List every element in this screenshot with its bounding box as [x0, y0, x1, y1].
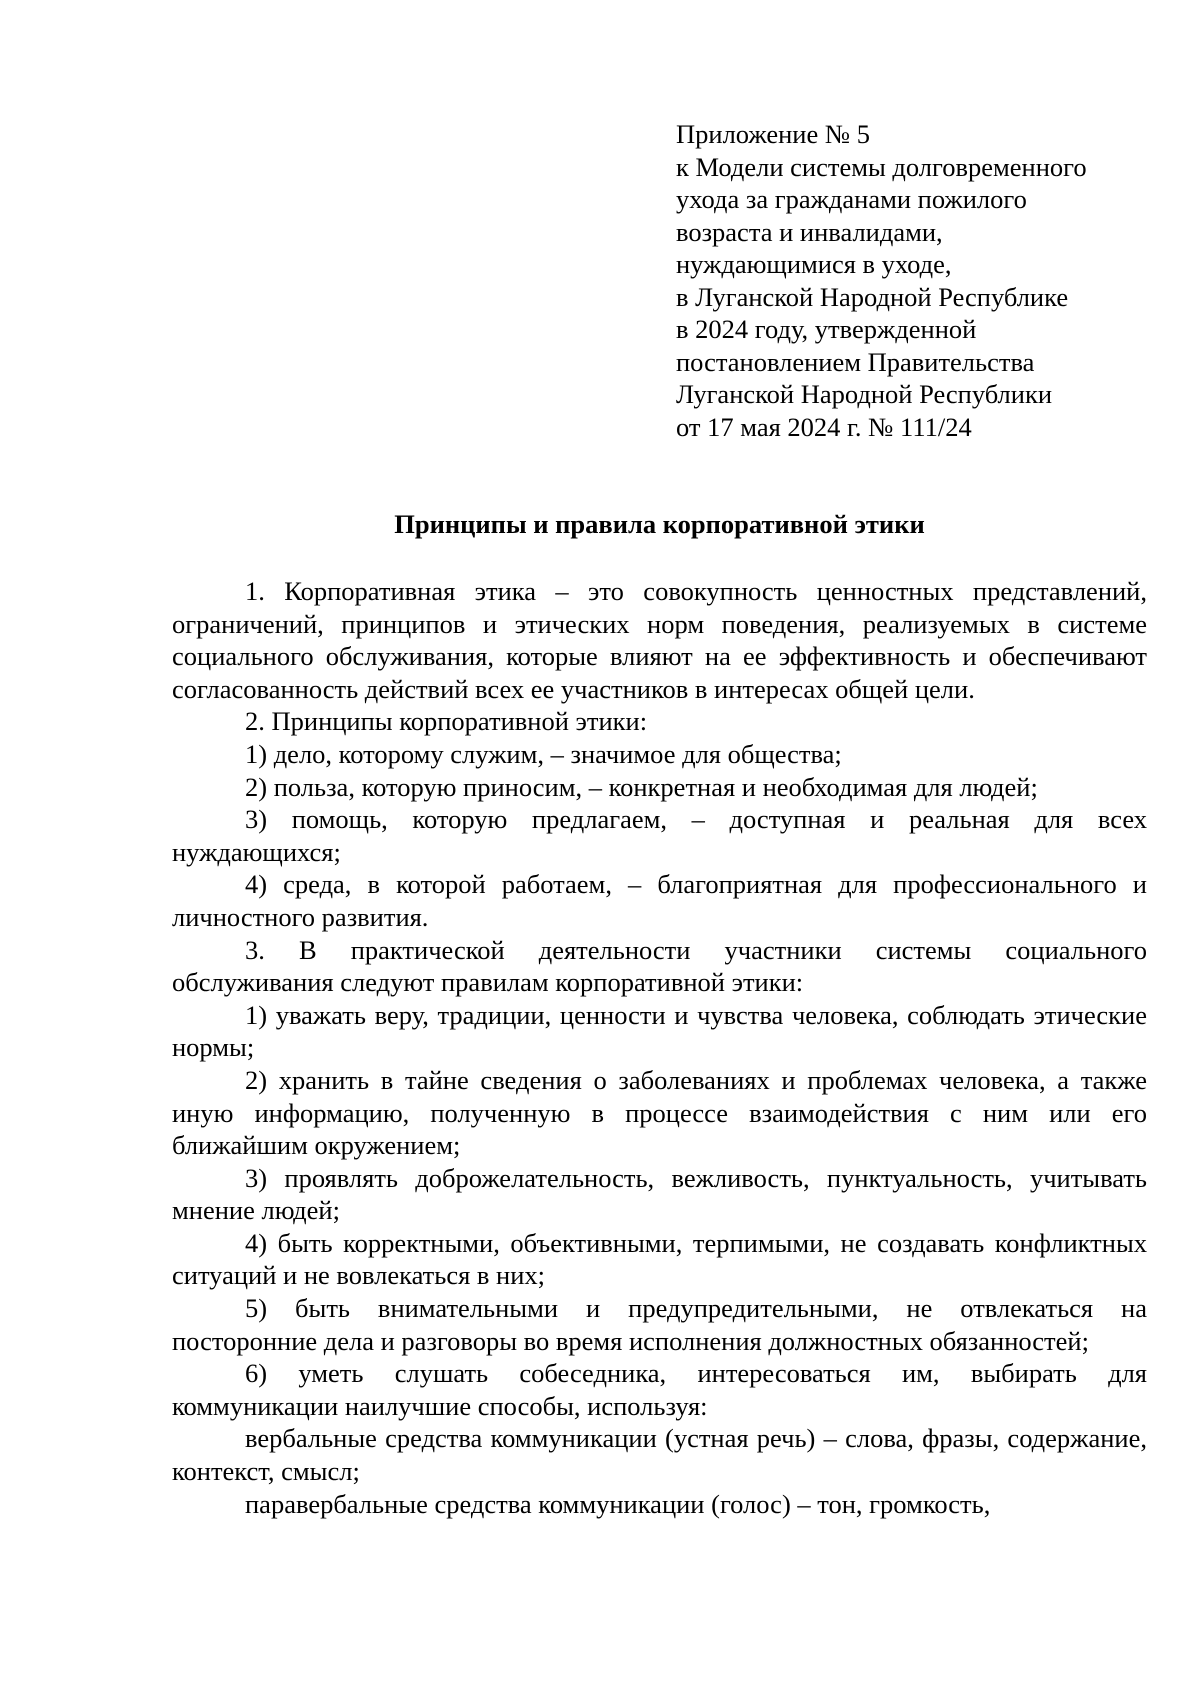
paragraph: 4) быть корректными, объективными, терпимыми, не создавать конфликтных ситуаций и не вовлекаться в них; — [172, 1227, 1147, 1291]
paragraph: 1) дело, которому служим, – значимое для общества; — [245, 738, 842, 769]
paragraph: 6) уметь слушать собеседника, интересоваться им, выбирать для коммуникации наилучшие способы, используя: — [172, 1358, 1147, 1421]
paragraph: 3) помощь, которую предлагаем, – доступная и реальная для всех нуждающихся; — [172, 804, 1147, 867]
appendix-line: Луганской Народной Республики — [676, 379, 1053, 409]
paragraph: 3) проявлять доброжелательность, вежливость, пунктуальность, учитывать мнение людей; — [172, 1162, 1147, 1226]
appendix-line: ухода за гражданами пожилого — [676, 184, 1027, 214]
appendix-line: от 17 мая 2024 г. № 111/24 — [676, 411, 972, 442]
paragraph: 5) быть внимательными и предупредительными, не отвлекаться на посторонние дела и разговоры во время исполнения должностных обязанностей; — [172, 1293, 1147, 1356]
appendix-line: нуждающимися в уходе, — [676, 249, 952, 279]
paragraph: вербальные средства коммуникации (устная речь) – слова, фразы, содержание, контекст, смысл; — [172, 1423, 1147, 1487]
document-body — [172, 575, 1147, 1520]
appendix-line: в Луганской Народной Республике — [676, 281, 1069, 312]
document-title: Принципы и правила корпоративной этики — [394, 509, 925, 539]
appendix-line: возраста и инвалидами, — [676, 216, 943, 247]
paragraph: 2) польза, которую приносим, – конкретная и необходимая для людей; — [245, 771, 1038, 802]
paragraph: 3. В практической деятельности участники системы социального обслуживания следуют правилам корпоративной этики: — [172, 934, 1147, 998]
appendix-header — [676, 118, 1156, 443]
appendix-line: постановлением Правительства — [676, 346, 1035, 377]
appendix-line: в 2024 году, утвержденной — [676, 314, 977, 344]
paragraph: паравербальные средства коммуникации (голос) – тон, громкость, — [245, 1488, 991, 1519]
paragraph: 2) хранить в тайне сведения о заболеваниях и проблемах человека, а также иную информацию, полученную в процессе взаимодействия с ним или его ближайшим окружением; — [172, 1064, 1147, 1161]
appendix-line: к Модели системы долговременного — [676, 151, 1087, 182]
paragraph: 1. Корпоративная этика – это совокупность ценностных представлений, ограничений, принципов и этических норм поведения, реализуемых в системе социального обслуживания, которые влияют на ее эффективность и обеспечивают согласованность действий всех ее участников в интересах общей цели. — [172, 576, 1147, 704]
paragraph: 2. Принципы корпоративной этики: — [245, 706, 648, 737]
paragraph: 1) уважать веру, традиции, ценности и чувства человека, соблюдать этические нормы; — [172, 999, 1147, 1063]
appendix-line: Приложение № 5 — [676, 119, 871, 149]
paragraph: 4) среда, в которой работаем, – благоприятная для профессионального и личностного развития. — [172, 869, 1147, 932]
